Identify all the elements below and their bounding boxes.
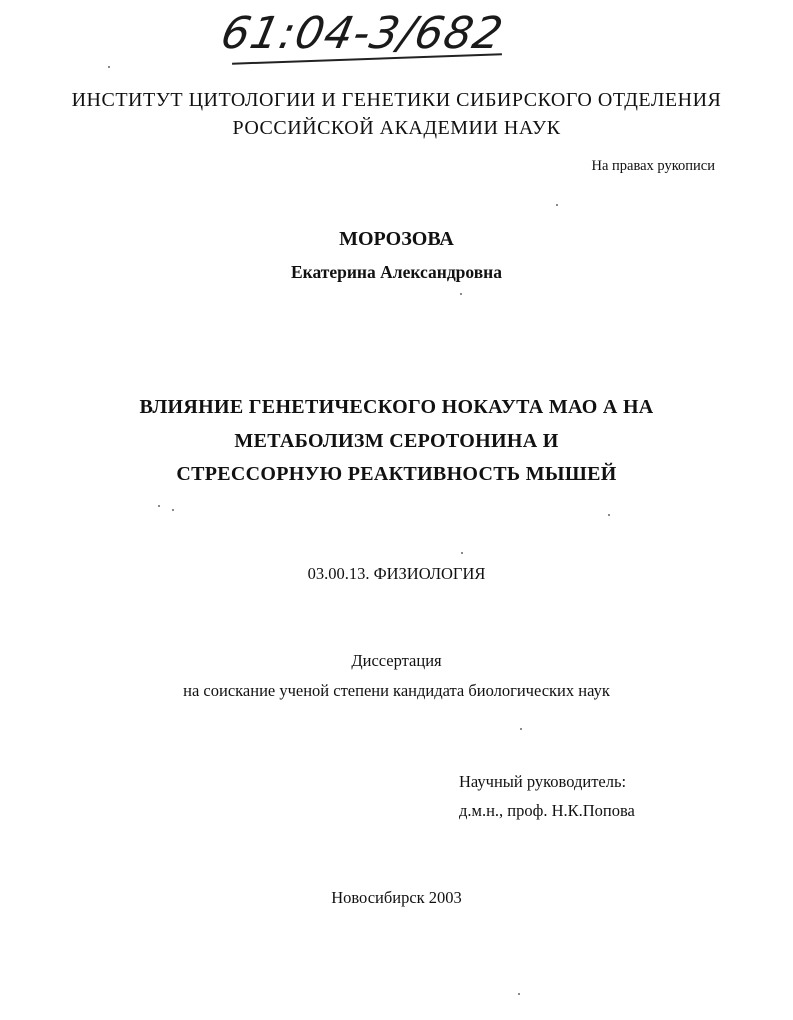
institute-name-line1: ИНСТИТУТ ЦИТОЛОГИИ И ГЕНЕТИКИ СИБИРСКОГО ОТДЕЛЕНИЯ xyxy=(71,89,722,111)
scan-speck xyxy=(172,509,174,511)
city-year: Новосибирск 2003 xyxy=(331,888,462,907)
rights-note: На правах рукописи xyxy=(591,158,715,174)
advisor-name: д.м.н., проф. Н.К.Попова xyxy=(459,801,635,820)
dissertation-label: Диссертация xyxy=(351,651,442,670)
scan-speck xyxy=(460,293,462,295)
scan-speck xyxy=(461,552,463,554)
scan-speck xyxy=(518,993,520,995)
title-line3: СТРЕССОРНУЮ РЕАКТИВНОСТЬ МЫШЕЙ xyxy=(176,463,617,485)
handwritten-archive-code: 61:04-3/682 xyxy=(216,8,508,59)
title-line2: МЕТАБОЛИЗМ СЕРОТОНИНА И xyxy=(234,430,559,452)
title-line1: ВЛИЯНИЕ ГЕНЕТИЧЕСКОГО НОКАУТА МАО А НА xyxy=(139,396,654,418)
scan-speck xyxy=(608,514,610,516)
advisor-label: Научный руководитель: xyxy=(459,772,627,791)
author-name: Екатерина Александровна xyxy=(290,262,503,282)
author-surname: МОРОЗОВА xyxy=(339,228,454,250)
scan-speck xyxy=(158,505,160,507)
dissertation-degree: на соискание ученой степени кандидата биологических наук xyxy=(183,681,610,700)
specialty-code: 03.00.13. ФИЗИОЛОГИЯ xyxy=(307,564,486,583)
institute-name-line2: РОССИЙСКОЙ АКАДЕМИИ НАУК xyxy=(232,117,561,139)
scan-speck xyxy=(108,66,110,68)
scan-speck xyxy=(556,204,558,206)
scan-speck xyxy=(520,728,522,730)
